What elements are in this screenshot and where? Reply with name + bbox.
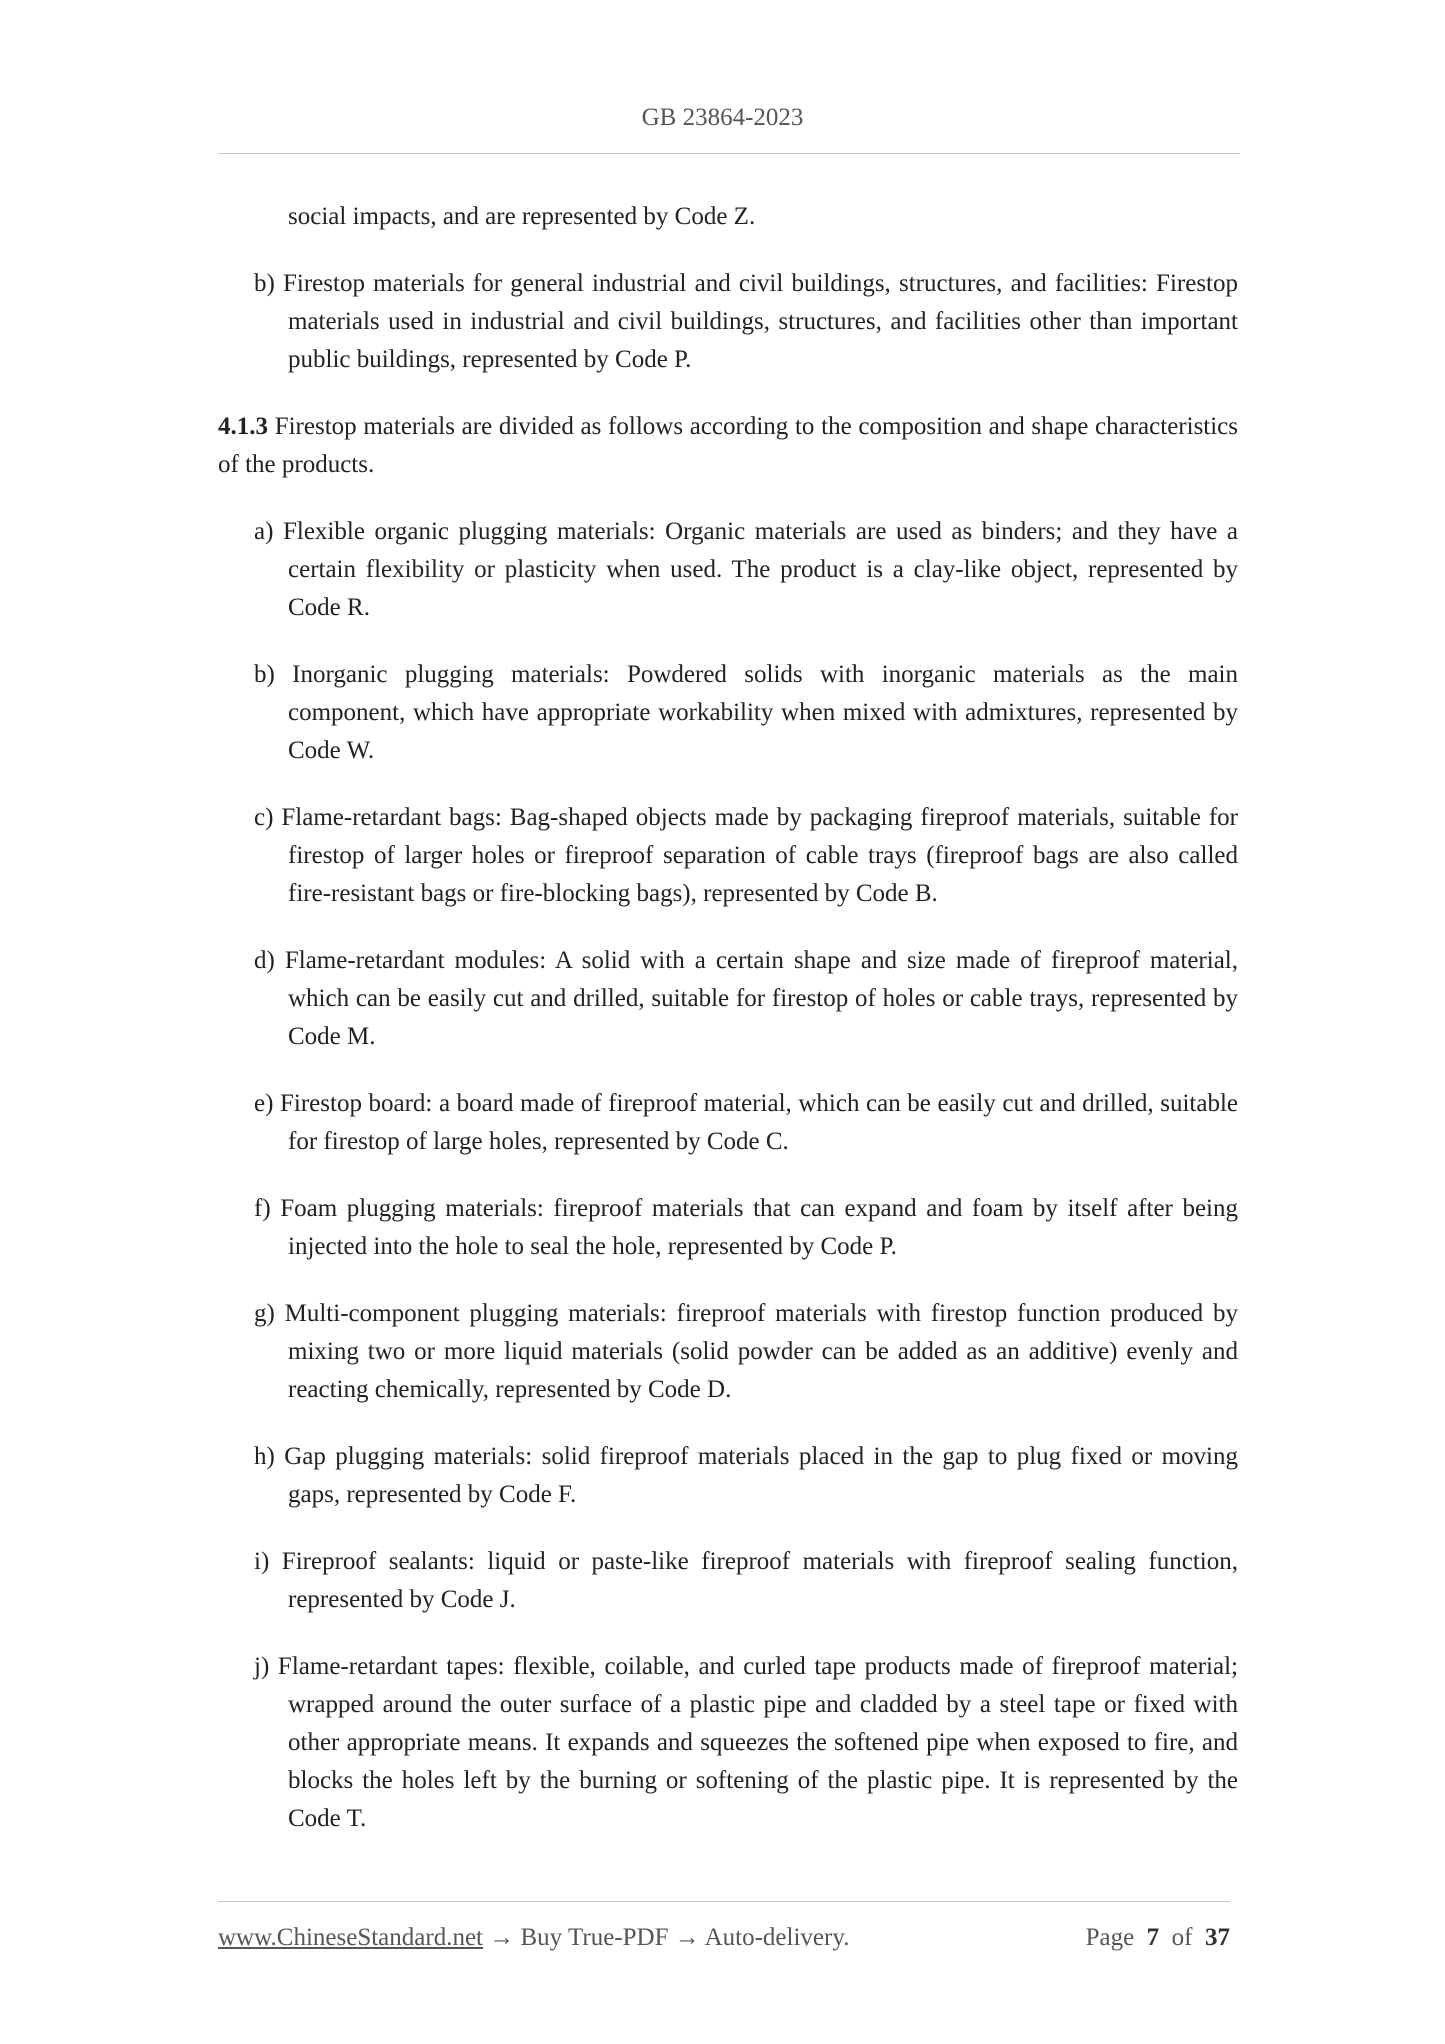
website-link[interactable]: www.ChineseStandard.net bbox=[218, 1924, 483, 1951]
footer-promo bbox=[218, 1918, 849, 1958]
page-indicator bbox=[1086, 1918, 1230, 1958]
list-item: a) Flexible organic plugging materials: Organic materials are used as binders; and they have a certain flexibility or plasticity when used. The product is a clay-like object, represented by Code R. bbox=[254, 518, 1238, 621]
list-item: g) Multi-component plugging materials: fireproof materials with firestop function produced by mixing two or more liquid materials (solid powder can be added as an additive) evenly and reacting chemically, represented by Code D. bbox=[254, 1300, 1238, 1403]
promo-text: → Buy True-PDF → Auto-delivery. bbox=[489, 1924, 850, 1951]
page-total: 37 bbox=[1205, 1924, 1230, 1951]
clause-number: 4.1.3 bbox=[218, 413, 268, 440]
continuation-paragraph: social impacts, and are represented by Code Z. bbox=[288, 203, 756, 230]
list-item-b-general: b) Firestop materials for general industrial and civil buildings, structures, and facilities: Firestop materials used in industrial and civil buildings, structures, and facilities other than important public buildings, represented by Code P. bbox=[254, 270, 1238, 373]
list-item: c) Flame-retardant bags: Bag-shaped objects made by packaging fireproof materials, suitable for firestop of larger holes or fireproof separation of cable trays (fireproof bags are also called fire-resistant bags or fire-blocking bags), represented by Code B. bbox=[254, 804, 1238, 907]
of-label: of bbox=[1171, 1924, 1193, 1951]
list-item: b) Inorganic plugging materials: Powdered solids with inorganic materials as the main component, which have appropriate workability when mixed with admixtures, represented by Code W. bbox=[254, 661, 1238, 764]
clause-4-1-3 bbox=[218, 408, 1238, 484]
page-footer bbox=[218, 1918, 1230, 1958]
list-item: f) Foam plugging materials: fireproof materials that can expand and foam by itself after being injected into the hole to seal the hole, represented by Code P. bbox=[254, 1195, 1238, 1260]
list-item: i) Fireproof sealants: liquid or paste-like fireproof materials with fireproof sealing function, represented by Code J. bbox=[254, 1548, 1238, 1613]
list-item: j) Flame-retardant tapes: flexible, coilable, and curled tape products made of fireproof material; wrapped around the outer surface of a plastic pipe and cladded by a steel tape or fixed with other appropriate means. It expands and squeezes the softened pipe when exposed to fire, and blocks the holes left by the burning or softening of the plastic pipe. It is represented by the Code T. bbox=[254, 1653, 1238, 1832]
page-number: 7 bbox=[1146, 1924, 1160, 1951]
list-item: e) Firestop board: a board made of fireproof material, which can be easily cut and drilled, suitable for firestop of large holes, represented by Code C. bbox=[254, 1090, 1238, 1155]
clause-text: Firestop materials are divided as follows according to the composition and shape characteristics of the products. bbox=[218, 413, 1239, 478]
document-body bbox=[218, 198, 1238, 1867]
footer-divider bbox=[218, 1901, 1230, 1902]
header-divider bbox=[218, 153, 1240, 154]
document-code-header: GB 23864-2023 bbox=[641, 104, 804, 131]
page-label: Page bbox=[1085, 1924, 1135, 1951]
list-item: d) Flame-retardant modules: A solid with a certain shape and size made of fireproof material, which can be easily cut and drilled, suitable for firestop of holes or cable trays, represented by Code M. bbox=[254, 947, 1238, 1050]
list-item: h) Gap plugging materials: solid fireproof materials placed in the gap to plug fixed or moving gaps, represented by Code F. bbox=[254, 1443, 1238, 1508]
